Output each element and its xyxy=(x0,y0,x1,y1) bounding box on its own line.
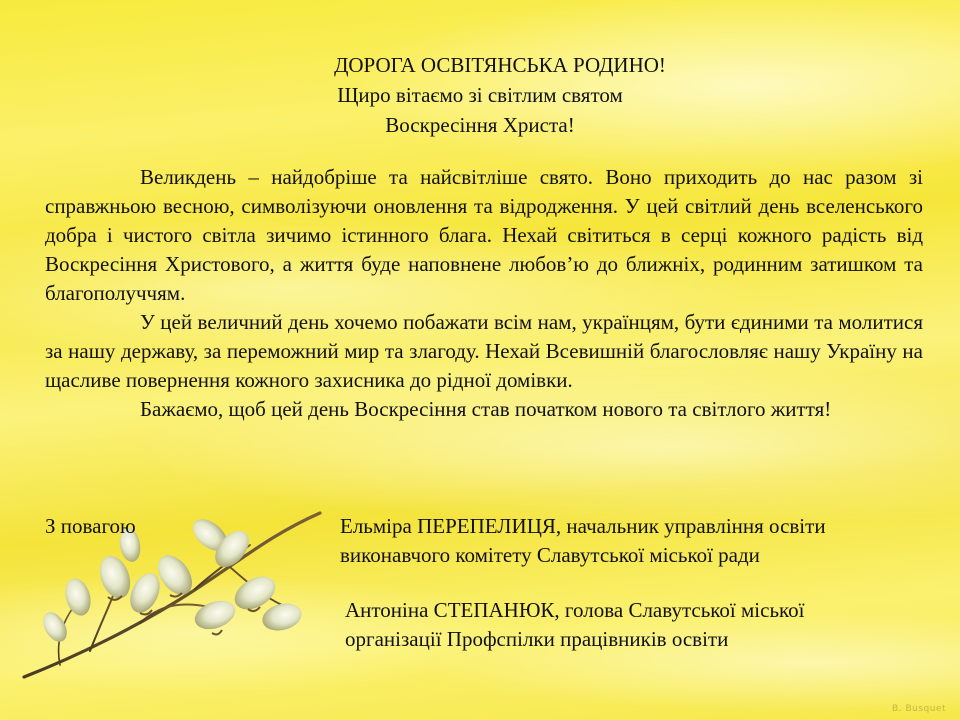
signature-2-line1: Антоніна СТЕПАНЮК, голова Славутської міської xyxy=(345,598,805,622)
greeting-heading xyxy=(0,50,960,140)
heading-subtitle-line1: Щиро вітаємо зі світлим святом xyxy=(337,83,623,107)
paragraph-1: Великдень – найдобріше та найсвітліше свято. Воно приходить до нас разом зі справжньою весною, символізуючи оновлення та відродження. У цей світлий день вселенського добра і чистого світла зичимо істинного блага. Нехай світиться в серці кожного радість від Воскресіння Христового, а життя буде наповнене любов’ю до ближніх, родинним затишком та благополуччям. xyxy=(45,165,923,305)
heading-title: ДОРОГА ОСВІТЯНСЬКА РОДИНО! xyxy=(334,53,666,77)
signature-2 xyxy=(345,596,805,654)
watermark: B. Busquet xyxy=(892,704,946,714)
signature-1 xyxy=(340,512,826,570)
heading-subtitle-line2: Воскресіння Христа! xyxy=(385,113,575,137)
paragraph-3: Бажаємо, щоб цей день Воскресіння став початком нового та світлого життя! xyxy=(140,397,832,421)
signature-1-line1: Ельміра ПЕРЕПЕЛИЦЯ, начальник управління освіти xyxy=(340,514,826,538)
paragraph-2: У цей величний день хочемо побажати всім нам, українцям, бути єдиними та молитися за нашу державу, за переможний мир та злагоду. Нехай Всевишній благословляє нашу Україну на щасливе повернення кожного захисника до рідної домівки. xyxy=(45,310,923,392)
signature-1-line2: виконавчого комітету Славутської міської ради xyxy=(340,543,760,567)
greeting-body xyxy=(45,163,923,424)
signature-2-line2: організації Профспілки працівників освіти xyxy=(345,627,729,651)
regards-text: З повагою xyxy=(45,514,136,538)
